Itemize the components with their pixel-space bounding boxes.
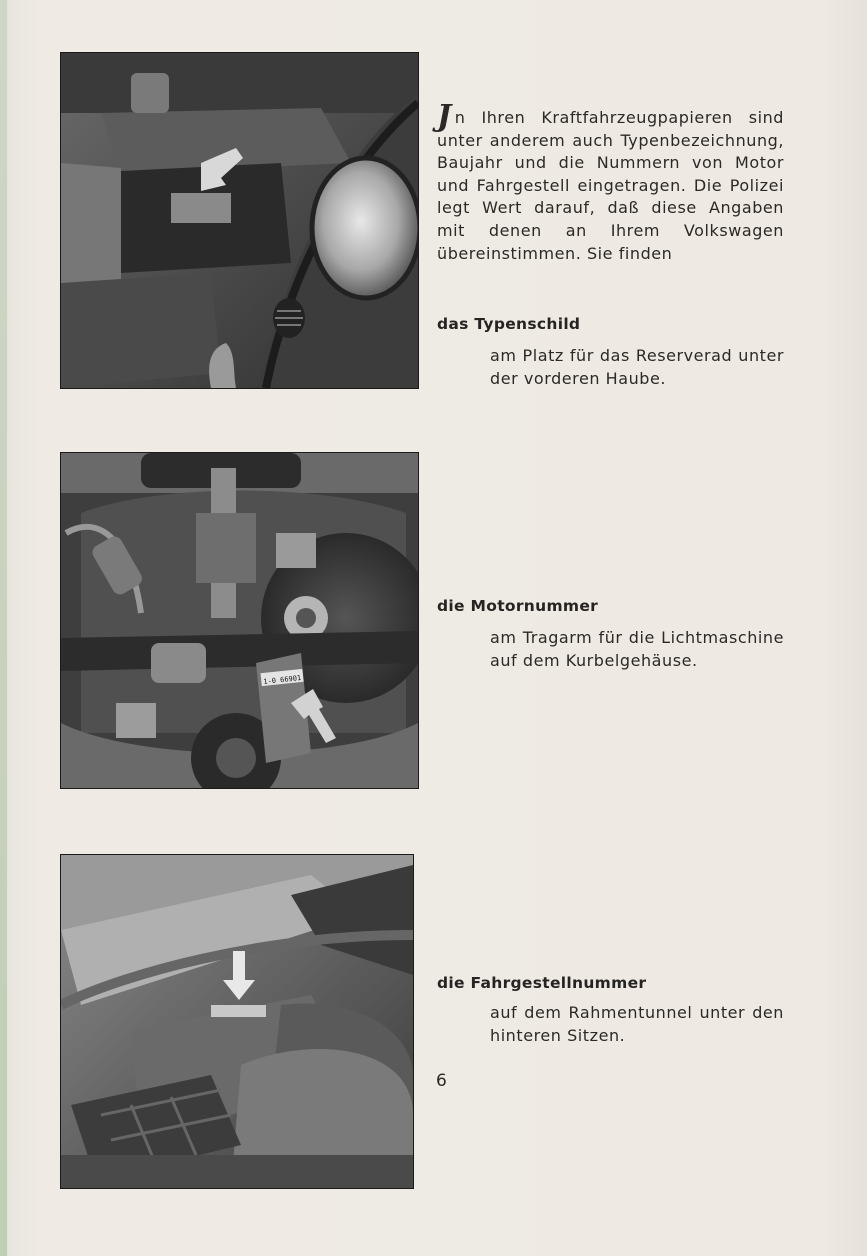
- page-edge: [0, 0, 7, 1256]
- photo-chassis-tunnel: [60, 854, 414, 1189]
- section-heading-typenschild: das Typenschild: [437, 315, 581, 333]
- photo-front-compartment: [60, 52, 419, 389]
- section-heading-fahrgestellnummer: die Fahrgestellnummer: [437, 974, 647, 992]
- intro-dropcap: J: [437, 99, 452, 134]
- intro-text: n Ihren Kraftfahrzeugpapieren sind unter anderem auch Typenbezeichnung, Baujahr und die Nummern von Motor und Fahrgestell eingetragen. Die Polizei legt Wert darauf, daß diese Angaben mit denen an Ihrem Volkswagen übereinstimmen. Sie finden: [437, 108, 784, 263]
- section-description-typenschild: am Platz für das Reserverad unter der vorderen Haube.: [490, 346, 784, 388]
- intro-paragraph: [437, 99, 784, 265]
- section-description-fahrgestellnummer: auf dem Rahmentunnel unter den hinteren Sitzen.: [490, 1003, 784, 1045]
- engine-number-label: 1-0 66901: [262, 674, 302, 686]
- section-description-motornummer: am Tragarm für die Lichtmaschine auf dem Kurbelgehäuse.: [490, 628, 784, 670]
- page-number: 6: [436, 1071, 447, 1091]
- section-heading-motornummer: die Motornummer: [437, 597, 599, 615]
- photo-engine: [60, 452, 419, 789]
